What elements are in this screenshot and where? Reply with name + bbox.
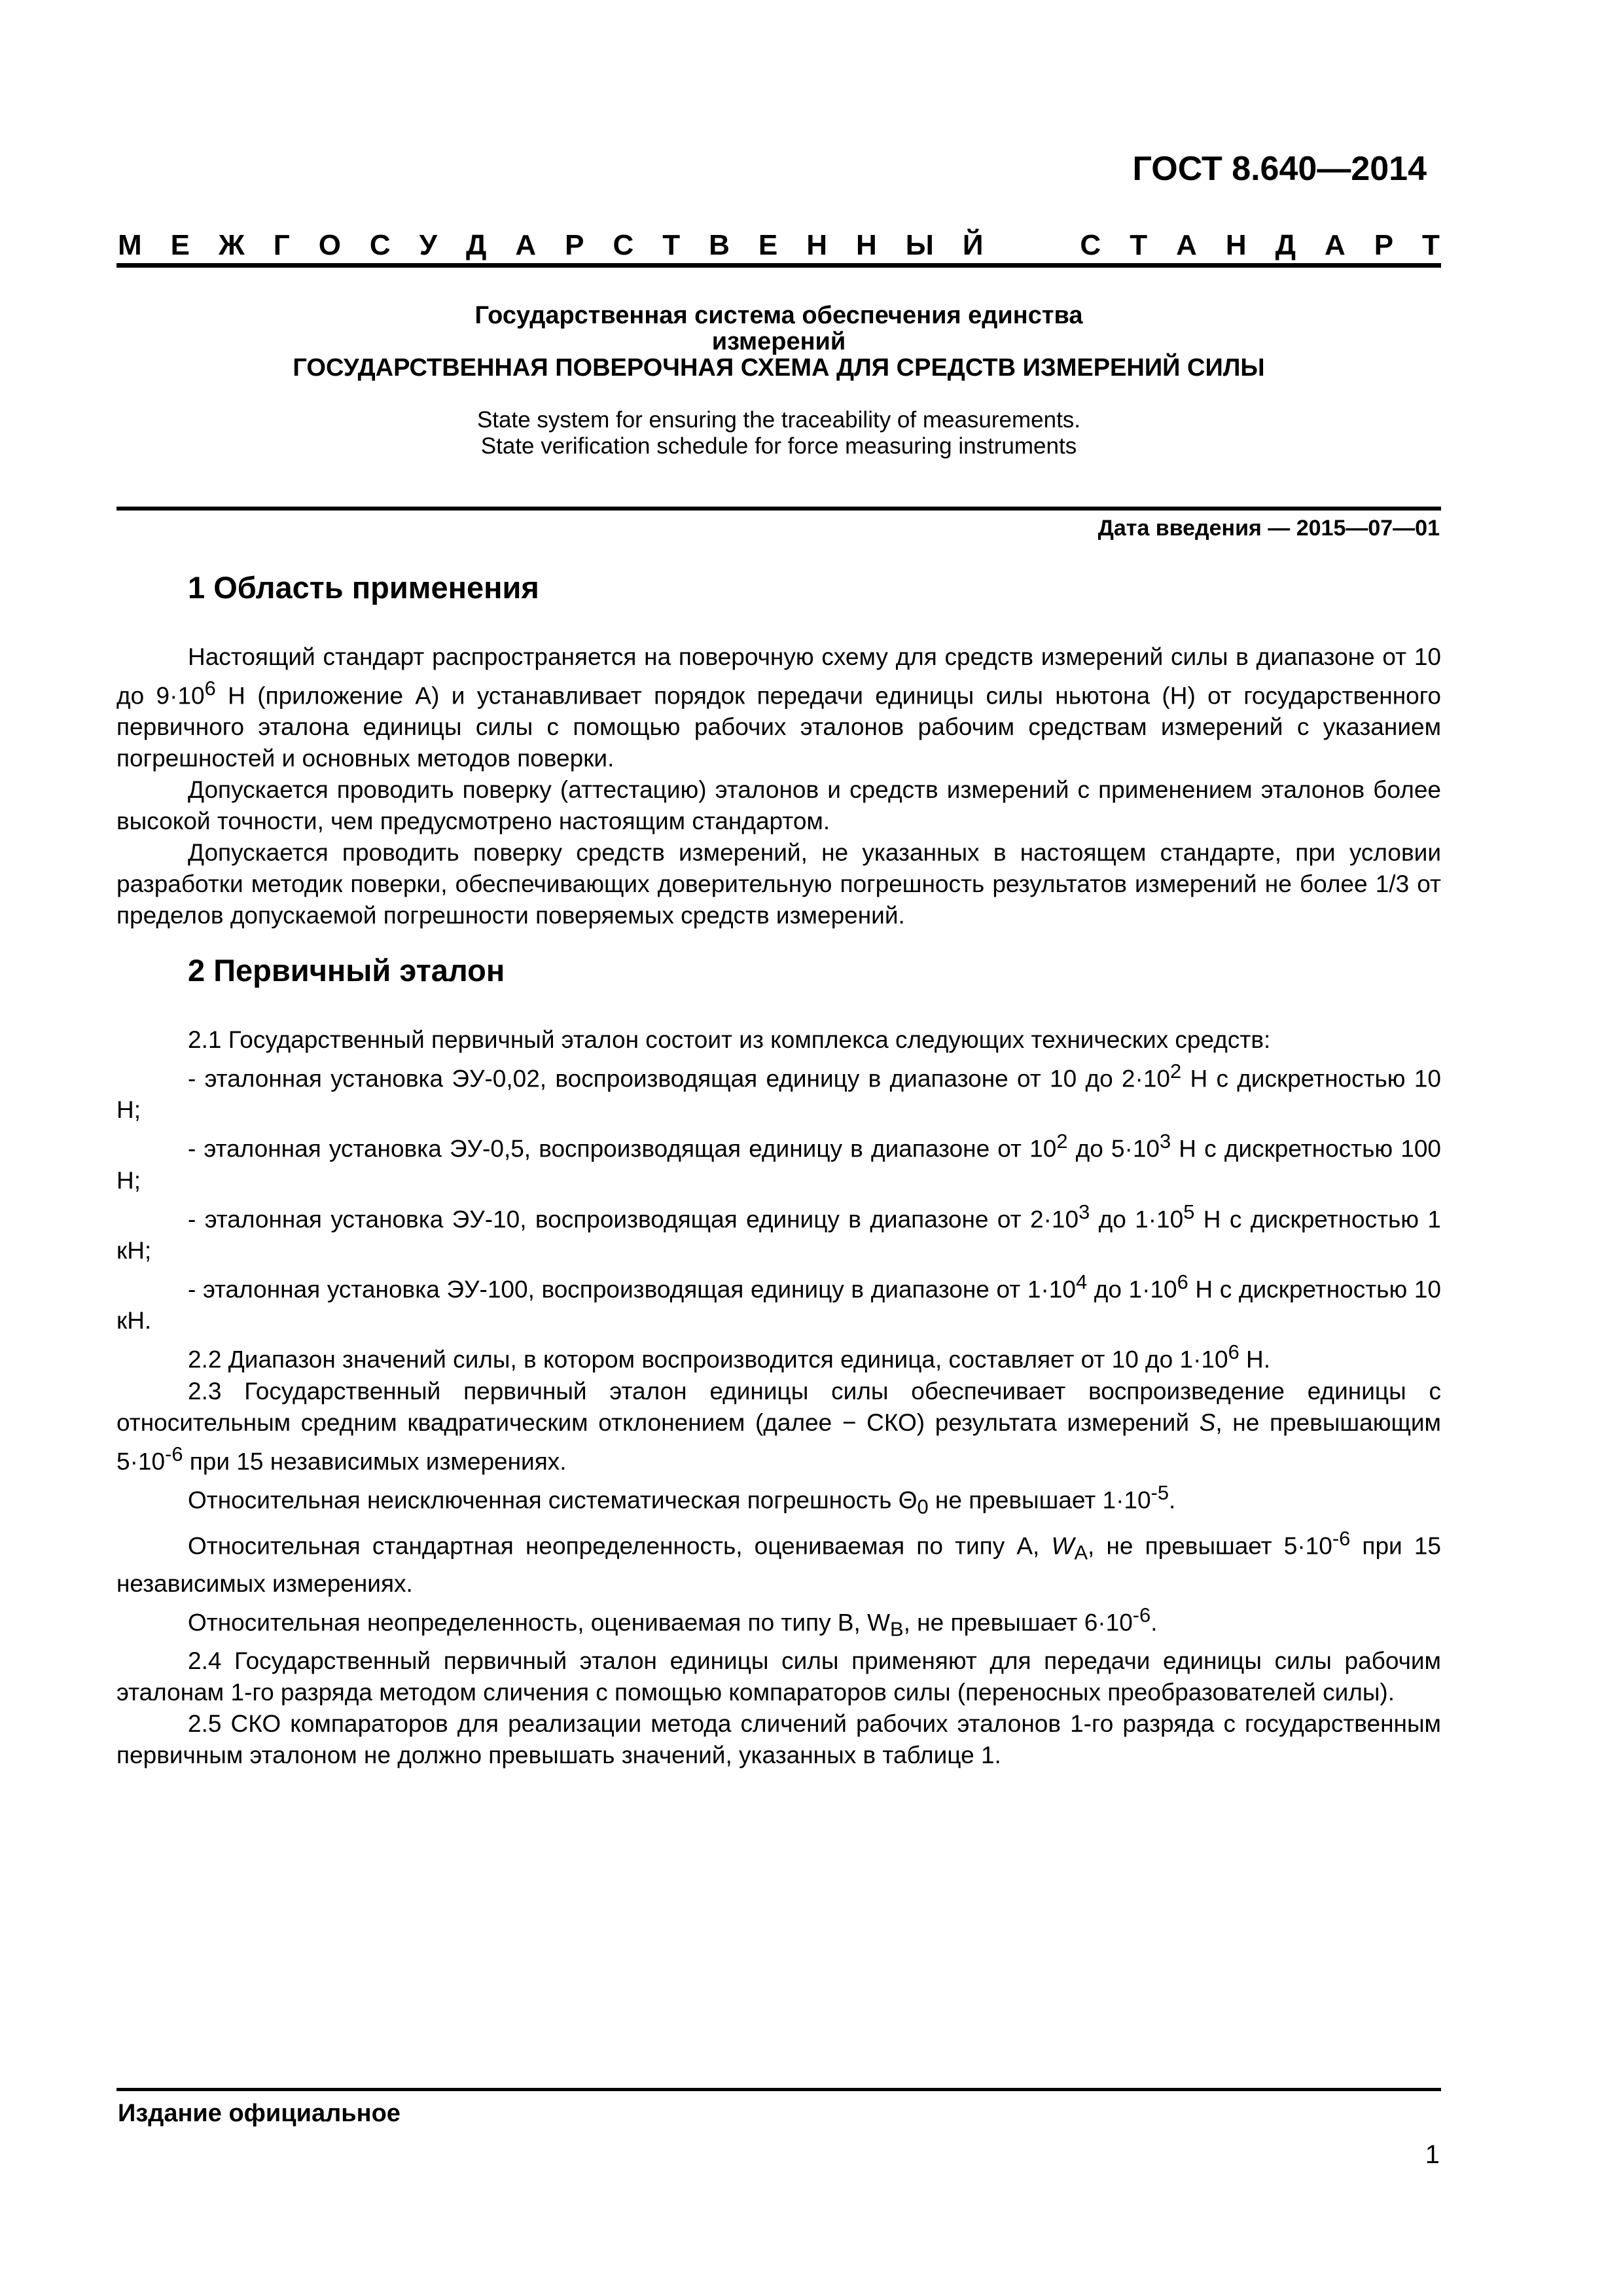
paragraph: Допускается проводить поверку средств измерений, не указанных в настоящем стандарте, при условии разработки методик поверки, обеспечивающих доверительную погрешность результатов измерений не более 1/3 от пределов допускаемой погрешности поверяемых средств измерений. [116, 839, 1441, 929]
banner-letter: А [1176, 229, 1197, 261]
banner-letter: Ы [905, 229, 934, 261]
banner-word-gap [1012, 229, 1051, 262]
list-item: - эталонная установка ЭУ-10, воспроизводящая единицу в диапазоне от $2\cdot 10^3$ до $1\cdot 10^5$ Н с дискретностью 1 кН; [116, 1200, 1442, 1264]
banner-letter: О [318, 229, 341, 261]
title-ru-line: измерений [711, 328, 846, 355]
paragraph: Относительная стандартная неопределенность, оцениваемая по типу А, $W_A$, не превышает $5\cdot 10^{-6}$ при 15 независимых измерениях. [116, 1526, 1442, 1598]
edition-label: Издание официальное [118, 2100, 401, 2127]
banner-letter: Н [856, 229, 877, 261]
title-divider [116, 507, 1441, 511]
banner-letter: Й [962, 229, 984, 261]
banner-letter: Н [1225, 229, 1247, 261]
banner-letter: А [1324, 229, 1346, 261]
banner-letter: Е [758, 229, 778, 261]
section-heading: 2 Первичный эталон [188, 953, 505, 988]
banner-letter: М [118, 229, 142, 261]
banner-letter: Т [662, 229, 681, 261]
banner-letter: Т [1422, 229, 1440, 261]
gost-number: ГОСТ 8.640—2014 [1132, 150, 1427, 188]
banner-letter: Д [1275, 229, 1296, 261]
banner-letter: Е [170, 229, 190, 261]
section-1-body [116, 641, 1441, 931]
banner-letter: Д [466, 229, 487, 261]
paragraph: Допускается проводить поверку (аттестацию) эталонов и средств измерений с применением эталонов более высокой точности, чем предусмотрено настоящим стандартом. [116, 776, 1441, 835]
banner-letter: Ж [218, 229, 245, 261]
paragraph: Настоящий стандарт распространяется на поверочную схему для средств измерений силы в диапазоне от 10 до $9\cdot 10^6$ Н (приложение А) и устанавливает порядок передачи единицы силы ньютона (Н) от государственного первичного эталона единицы силы с помощью рабочих эталонов рабочим средствам измерений с указанием погрешностей и основных методов поверки. [116, 643, 1441, 772]
banner-letter: С [369, 229, 391, 261]
banner-letter: С [1080, 229, 1101, 261]
banner-letter: А [515, 229, 537, 261]
paragraph: 2.3 Государственный первичный эталон единицы силы обеспечивает воспроизведение единицы с относительным средним квадратическим отклонением (далее − СКО) результата измерений S, не превышающим $5\cdot 10^{-6}$ при 15 независимых измерениях. [116, 1377, 1441, 1475]
paragraph: 2.1 Государственный первичный эталон состоит из комплекса следующих технических средств: [188, 1026, 1271, 1053]
page-number: 1 [1425, 2140, 1440, 2169]
introduction-date: Дата введения — 2015—07—01 [1097, 516, 1440, 541]
banner-letter: Т [1130, 229, 1148, 261]
banner-letter: Р [1374, 229, 1394, 261]
interstate-standard-banner [118, 229, 1440, 262]
banner-letter: У [419, 229, 438, 261]
paragraph: 2.2 Диапазон значений силы, в котором воспроизводится единица, составляет от 10 до $1\cdot 10^6$ Н. [188, 1340, 1270, 1373]
banner-letter: Н [806, 229, 828, 261]
header-divider [116, 263, 1441, 268]
list-item: - эталонная установка ЭУ-0,02, воспроизводящая единицу в диапазоне от 10 до $2\cdot 10^2$ Н с дискретностью 10 Н; [116, 1060, 1442, 1124]
title-block [116, 302, 1441, 459]
section-heading: 1 Область применения [188, 570, 539, 605]
title-en-line: State system for ensuring the traceability of measurements. [476, 407, 1081, 433]
banner-letter: Р [565, 229, 584, 261]
banner-letter: Г [273, 229, 290, 261]
banner-letter: В [709, 229, 730, 261]
paragraph: 2.5 СКО компараторов для реализации метода сличений рабочих эталонов 1-го разряда с государственным первичным эталоном не должно превышать значений, указанных в таблице 1. [116, 1710, 1441, 1769]
title-en-line: State verification schedule for force measuring instruments [480, 433, 1077, 459]
title-ru-main: ГОСУДАРСТВЕННАЯ ПОВЕРОЧНАЯ СХЕМА ДЛЯ СРЕДСТВ ИЗМЕРЕНИЙ СИЛЫ [293, 354, 1265, 382]
paragraph: Относительная неопределенность, оцениваемая по типу В, $W_B$, не превышает $6\cdot 10^{-6}$. [188, 1604, 1158, 1641]
paragraph: Относительная неисключенная систематическая погрешность $\Theta_0$ не превышает $1\cdot 10^{-5}$. [188, 1480, 1176, 1518]
list-item: - эталонная установка ЭУ-100, воспроизводящая единицу в диапазоне от $1\cdot 10^4$ до $1\cdot 10^6$ Н с дискретностью 10 кН. [116, 1270, 1442, 1335]
section-2-body [116, 1024, 1441, 1771]
footer-divider [116, 2088, 1441, 2091]
banner-letter: С [613, 229, 634, 261]
paragraph: 2.4 Государственный первичный эталон единицы силы применяют для передачи единицы силы рабочим эталонам 1-го разряда методом сличения с помощью компараторов силы (переносных преобразователей силы). [116, 1647, 1441, 1706]
title-ru-line: Государственная система обеспечения единства [474, 302, 1083, 329]
list-item: - эталонная установка ЭУ-0,5, воспроизводящая единицу в диапазоне от $10^2$ до $5\cdot 10^3$ Н с дискретностью 100 Н; [116, 1130, 1442, 1194]
